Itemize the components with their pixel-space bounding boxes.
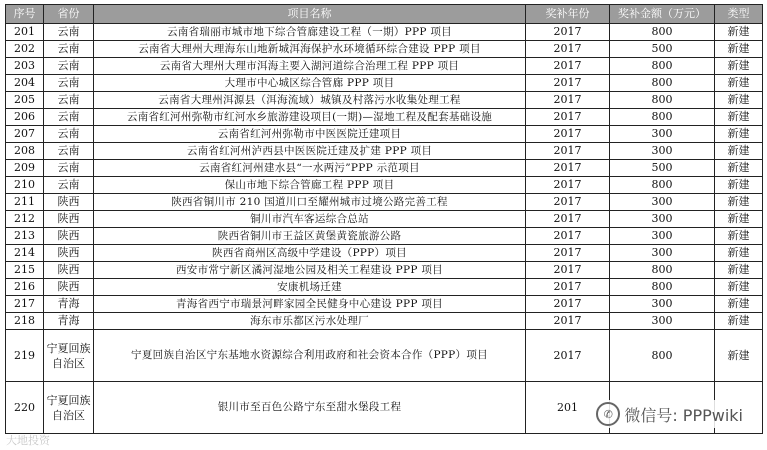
- watermark-text: 微信号: PPPwiki: [624, 405, 743, 425]
- cell-type: 新建: [715, 245, 763, 262]
- cell-type: 新建: [715, 24, 763, 41]
- cell-province: 云南: [44, 75, 94, 92]
- cell-province: 陕西: [44, 245, 94, 262]
- header-cell: 序号: [6, 5, 44, 24]
- cell-year: 2017: [526, 41, 610, 58]
- cell-year: 2017: [526, 109, 610, 126]
- cell-province: 陕西: [44, 262, 94, 279]
- cell-no: 211: [6, 194, 44, 211]
- table-row: [6, 313, 763, 330]
- cell-amount: 300: [610, 143, 715, 160]
- table-row: [6, 296, 763, 313]
- cell-no: 212: [6, 211, 44, 228]
- table-row: [6, 211, 763, 228]
- cell-type: 新建: [715, 330, 763, 382]
- cell-project-name: 保山市地下综合管廊工程 PPP 项目: [94, 177, 526, 194]
- table-row: [6, 24, 763, 41]
- cell-amount: 800: [610, 58, 715, 75]
- cell-province: 云南: [44, 126, 94, 143]
- cell-province: 云南: [44, 24, 94, 41]
- cell-no: 215: [6, 262, 44, 279]
- cell-year: 2017: [526, 262, 610, 279]
- cell-no: 204: [6, 75, 44, 92]
- cell-year: 2017: [526, 245, 610, 262]
- header-cell: 奖补年份: [526, 5, 610, 24]
- cell-project-name: 云南省大理州洱源县（洱海流域）城镇及村落污水收集处理工程: [94, 92, 526, 109]
- table-row: [6, 160, 763, 177]
- table-row: [6, 228, 763, 245]
- cell-project-name: 宁夏回族自治区宁东基地水资源综合利用政府和社会资本合作（PPP）项目: [94, 330, 526, 382]
- cell-amount: 800: [610, 279, 715, 296]
- header-cell: 类型: [715, 5, 763, 24]
- watermark-right: [592, 400, 747, 428]
- cell-year: 2017: [526, 92, 610, 109]
- cell-year: 2017: [526, 296, 610, 313]
- cell-province: 宁夏回族自治区: [44, 382, 94, 434]
- cell-year: 2017: [526, 330, 610, 382]
- table-row: [6, 177, 763, 194]
- cell-province: 青海: [44, 296, 94, 313]
- cell-project-name: 青海省西宁市瑞景河畔家园全民健身中心建设 PPP 项目: [94, 296, 526, 313]
- cell-province: 云南: [44, 109, 94, 126]
- cell-type: 新建: [715, 75, 763, 92]
- cell-amount: 300: [610, 313, 715, 330]
- cell-no: 220: [6, 382, 44, 434]
- cell-project-name: 云南省红河州弥勒市中医医院迁建项目: [94, 126, 526, 143]
- table-row: [6, 92, 763, 109]
- cell-no: 209: [6, 160, 44, 177]
- cell-amount: 500: [610, 41, 715, 58]
- cell-year: 2017: [526, 58, 610, 75]
- cell-type: 新建: [715, 177, 763, 194]
- cell-province: 陕西: [44, 211, 94, 228]
- cell-project-name: 云南省红河州泸西县中医医院迁建及扩建 PPP 项目: [94, 143, 526, 160]
- cell-project-name: 西安市常宁新区潏河湿地公园及相关工程建设 PPP 项目: [94, 262, 526, 279]
- cell-year: 2017: [526, 228, 610, 245]
- cell-year: 2017: [526, 143, 610, 160]
- table-row: [6, 41, 763, 58]
- cell-year: 2017: [526, 160, 610, 177]
- cell-project-name: 银川市至百色公路宁东至甜水堡段工程: [94, 382, 526, 434]
- cell-province: 云南: [44, 92, 94, 109]
- cell-year: 2017: [526, 194, 610, 211]
- cell-no: 203: [6, 58, 44, 75]
- cell-type: 新建: [715, 279, 763, 296]
- table-row: [6, 58, 763, 75]
- cell-type: 新建: [715, 143, 763, 160]
- cell-project-name: 陕西省铜川市王益区黄堡黄瓷旅游公路: [94, 228, 526, 245]
- header-cell: 省份: [44, 5, 94, 24]
- cell-province: 云南: [44, 58, 94, 75]
- cell-province: 陕西: [44, 279, 94, 296]
- cell-year: 2017: [526, 75, 610, 92]
- cell-amount: 300: [610, 211, 715, 228]
- table-row: [6, 245, 763, 262]
- cell-no: 207: [6, 126, 44, 143]
- cell-amount: 800: [610, 177, 715, 194]
- cell-project-name: 海东市乐都区污水处理厂: [94, 313, 526, 330]
- cell-year: 2017: [526, 177, 610, 194]
- cell-amount: 800: [610, 92, 715, 109]
- cell-no: 205: [6, 92, 44, 109]
- header-cell: 奖补金额（万元）: [610, 5, 715, 24]
- cell-amount: 300: [610, 245, 715, 262]
- cell-province: 青海: [44, 313, 94, 330]
- cell-year: 2017: [526, 211, 610, 228]
- table-row: [6, 109, 763, 126]
- cell-project-name: 铜川市汽车客运综合总站: [94, 211, 526, 228]
- cell-amount: 300: [610, 126, 715, 143]
- cell-project-name: 安康机场迁建: [94, 279, 526, 296]
- cell-type: 新建: [715, 228, 763, 245]
- cell-amount: 800: [610, 109, 715, 126]
- cell-project-name: 大理市中心城区综合管廊 PPP 项目: [94, 75, 526, 92]
- cell-year: 201: [526, 382, 610, 434]
- cell-type: 新建: [715, 41, 763, 58]
- cell-amount: 500: [610, 160, 715, 177]
- cell-no: 213: [6, 228, 44, 245]
- cell-project-name: 云南省红河州弥勒市红河水乡旅游建设项目(一期)—湿地工程及配套基础设施: [94, 109, 526, 126]
- table-row: [6, 143, 763, 160]
- cell-no: 214: [6, 245, 44, 262]
- watermark-left: 大地投资: [6, 434, 50, 447]
- cell-no: 206: [6, 109, 44, 126]
- cell-no: 219: [6, 330, 44, 382]
- cell-project-name: 云南省瑞丽市城市地下综合管廊建设工程（一期）PPP 项目: [94, 24, 526, 41]
- cell-province: 陕西: [44, 194, 94, 211]
- cell-year: 2017: [526, 24, 610, 41]
- cell-year: 2017: [526, 126, 610, 143]
- cell-type: 新建: [715, 92, 763, 109]
- cell-no: 217: [6, 296, 44, 313]
- wechat-icon: ✆: [596, 402, 620, 426]
- project-table: [5, 4, 763, 434]
- cell-no: 218: [6, 313, 44, 330]
- cell-province: 云南: [44, 177, 94, 194]
- cell-amount: 300: [610, 296, 715, 313]
- table-row: [6, 75, 763, 92]
- cell-no: 216: [6, 279, 44, 296]
- header-cell: 项目名称: [94, 5, 526, 24]
- cell-amount: 800: [610, 75, 715, 92]
- cell-amount: 300: [610, 194, 715, 211]
- cell-project-name: 陕西省商州区高级中学建设（PPP）项目: [94, 245, 526, 262]
- table-header-row: [6, 5, 763, 24]
- table-row: [6, 126, 763, 143]
- cell-province: 云南: [44, 41, 94, 58]
- cell-amount: 800: [610, 262, 715, 279]
- table-row: [6, 279, 763, 296]
- cell-project-name: 陕西省铜川市 210 国道川口至耀州城市过境公路完善工程: [94, 194, 526, 211]
- cell-amount: 800: [610, 24, 715, 41]
- cell-province: 陕西: [44, 228, 94, 245]
- table-row: [6, 194, 763, 211]
- cell-year: 2017: [526, 313, 610, 330]
- cell-no: 208: [6, 143, 44, 160]
- cell-no: 201: [6, 24, 44, 41]
- cell-type: 新建: [715, 313, 763, 330]
- cell-type: 新建: [715, 296, 763, 313]
- cell-year: 2017: [526, 279, 610, 296]
- table-row: [6, 330, 763, 382]
- cell-no: 210: [6, 177, 44, 194]
- cell-no: 202: [6, 41, 44, 58]
- cell-project-name: 云南省大理州大理市洱海主要入湖河道综合治理工程 PPP 项目: [94, 58, 526, 75]
- cell-province: 云南: [44, 143, 94, 160]
- cell-type: 新建: [715, 58, 763, 75]
- cell-project-name: 云南省红河州建水县“一水两污”PPP 示范项目: [94, 160, 526, 177]
- cell-amount: 800: [610, 330, 715, 382]
- table-row: [6, 262, 763, 279]
- cell-type: 新建: [715, 211, 763, 228]
- cell-type: 新建: [715, 160, 763, 177]
- cell-type: 新建: [715, 109, 763, 126]
- cell-province: 云南: [44, 160, 94, 177]
- cell-type: 新建: [715, 262, 763, 279]
- cell-province: 宁夏回族自治区: [44, 330, 94, 382]
- cell-project-name: 云南省大理州大理海东山地新城洱海保护水环境循环综合建设 PPP 项目: [94, 41, 526, 58]
- cell-type: 新建: [715, 126, 763, 143]
- cell-type: 新建: [715, 194, 763, 211]
- cell-amount: 300: [610, 228, 715, 245]
